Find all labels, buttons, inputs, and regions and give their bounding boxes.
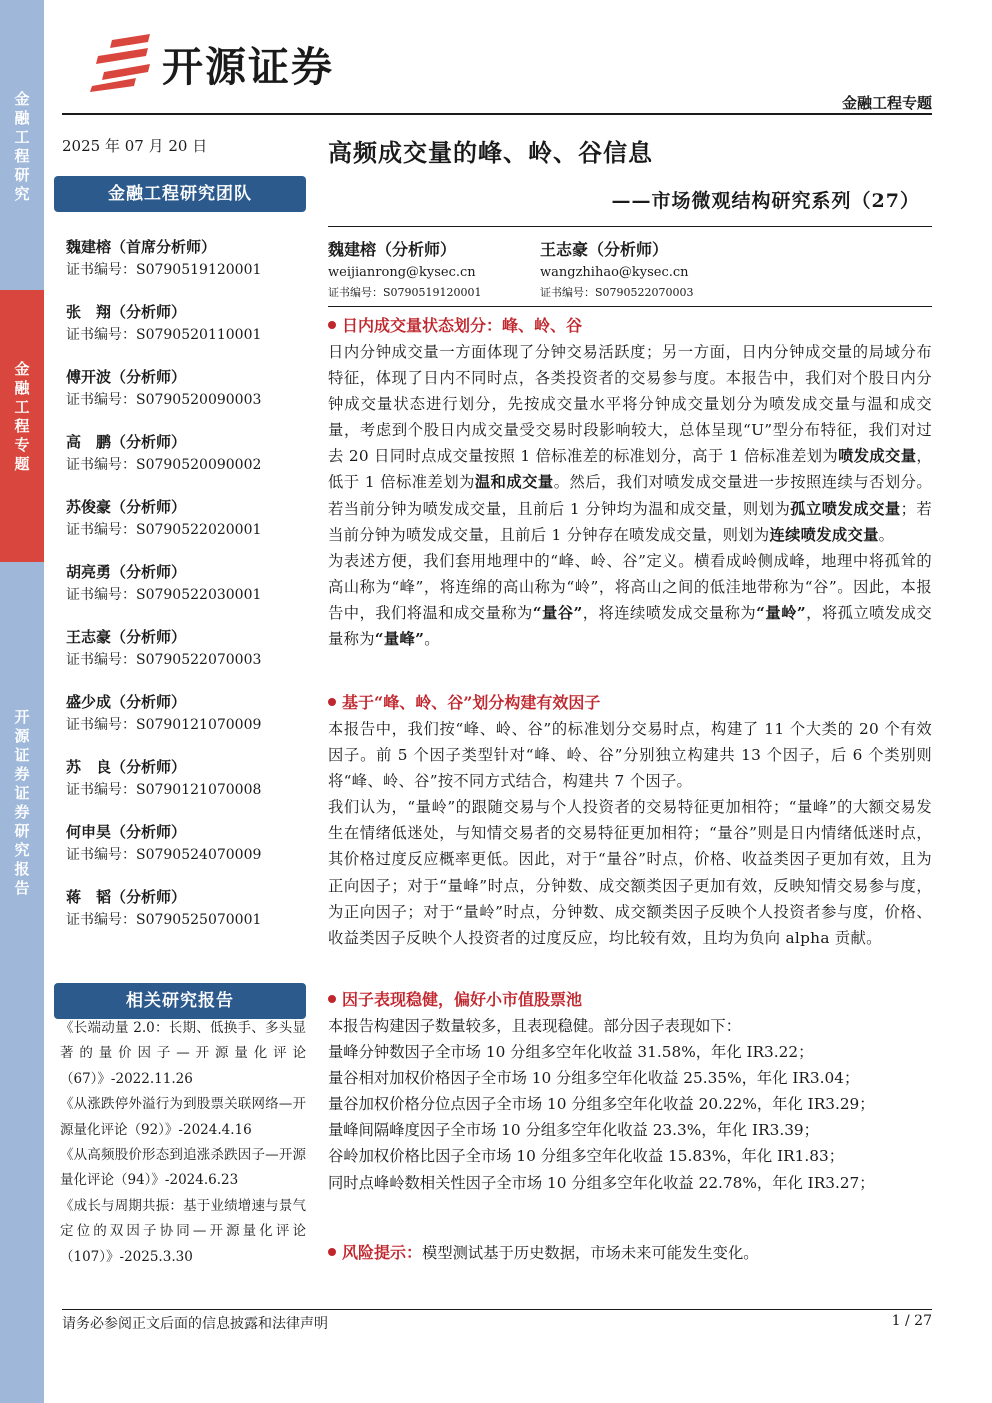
analyst-cert: 证书编号：S0790121070008 bbox=[66, 782, 262, 798]
report-date: 2025 年 07 月 20 日 bbox=[62, 137, 208, 155]
paragraph: 本报告构建因子数量较多，且表现稳健。部分因子表现如下： bbox=[328, 1017, 742, 1035]
title-divider bbox=[328, 226, 932, 227]
section-2 bbox=[328, 690, 932, 951]
section-heading: 日内成交量状态划分：峰、岭、谷 bbox=[328, 313, 932, 339]
factor-result-line: 量峰分钟数因子全市场 10 分组多空年化收益 31.58%，年化 IR3.22； bbox=[328, 1043, 814, 1062]
analyst-cert: 证书编号：S0790121070009 bbox=[66, 717, 262, 733]
analyst-name: 胡亮勇（分析师） bbox=[66, 563, 187, 581]
bullet-icon bbox=[328, 1248, 336, 1256]
analyst-item bbox=[66, 366, 306, 431]
side-label-top: 金融工程研究 bbox=[14, 90, 30, 203]
related-report-link[interactable]: 《从高频股价形态到追涨杀跌因子—开源量化评论（94）》-2024.6.23 bbox=[60, 1147, 306, 1189]
risk-heading: 风险提示： bbox=[342, 1243, 423, 1262]
analyst-name: 魏建榕（首席分析师） bbox=[66, 238, 217, 256]
analyst-item bbox=[66, 886, 306, 951]
analyst-item bbox=[66, 756, 306, 821]
factor-result-line: 量峰间隔峰度因子全市场 10 分组多空年化收益 23.3%，年化 IR3.39； bbox=[328, 1121, 819, 1140]
author-email[interactable]: weijianrong@kysec.cn bbox=[328, 265, 476, 280]
analyst-item bbox=[66, 561, 306, 626]
analyst-item bbox=[66, 821, 306, 886]
side-label-bottom: 开源证券 证券研究报告 bbox=[14, 708, 30, 897]
author-name: 魏建榕（分析师） bbox=[328, 240, 457, 259]
analyst-cert: 证书编号：S0790524070009 bbox=[66, 847, 262, 863]
related-report-link[interactable]: 《长端动量 2.0：长期、低换手、多头显著的量价因子—开源量化评论（67）》-2022.11.26 bbox=[60, 1020, 306, 1087]
factor-result-line: 量谷相对加权价格因子全市场 10 分组多空年化收益 25.35%，年化 IR3.04； bbox=[328, 1069, 860, 1088]
analyst-cert: 证书编号：S0790520090003 bbox=[66, 392, 262, 408]
section-1 bbox=[328, 313, 932, 652]
author-cert: 证书编号：S0790519120001 bbox=[328, 286, 482, 299]
section-heading: 基于“峰、岭、谷”划分构建有效因子 bbox=[328, 690, 932, 716]
paragraph: 我们认为，“量岭”的跟随交易与个人投资者的交易特征更加相符；“量峰”的大额交易发生在情绪低迷处，与知情交易者的交易特征更加相符；“量谷”则是日内情绪低迷时点，其价格过度反应概率更低。因此，对于“量谷”时点，价格、收益类因子更加有效，且为正向因子；对于“量峰”时点，分钟数、成交额类因子更加有效，反映知情交易参与度，为正向因子；对于“量岭”时点，分钟数、成交额类因子反映个人投资者参与度，价格、收益类因子反映个人投资者的过度反应，均比较有效，且均为负向 alpha 贡献。 bbox=[328, 798, 932, 947]
factor-result-line: 量谷加权价格分位点因子全市场 10 分组多空年化收益 20.22%，年化 IR3.29； bbox=[328, 1095, 875, 1114]
author-block bbox=[540, 238, 694, 302]
analyst-name: 何申昊（分析师） bbox=[66, 823, 187, 841]
related-reports bbox=[60, 1016, 306, 1270]
section-3 bbox=[328, 987, 932, 1196]
side-strip bbox=[0, 0, 44, 1403]
analyst-item bbox=[66, 496, 306, 561]
author-name: 王志豪（分析师） bbox=[540, 240, 669, 259]
analyst-cert: 证书编号：S0790525070001 bbox=[66, 912, 262, 928]
analyst-item bbox=[66, 626, 306, 691]
bullet-icon bbox=[328, 698, 336, 706]
side-label-red: 金融工程专题 bbox=[14, 360, 30, 473]
analyst-cert: 证书编号：S0790522070003 bbox=[66, 652, 262, 668]
analyst-name: 苏俊豪（分析师） bbox=[66, 498, 187, 516]
analyst-list bbox=[66, 236, 306, 951]
factor-result-line: 谷岭加权价格比因子全市场 10 分组多空年化收益 15.83%，年化 IR1.83； bbox=[328, 1147, 844, 1166]
analyst-item bbox=[66, 301, 306, 366]
analyst-name: 傅开波（分析师） bbox=[66, 368, 187, 386]
analyst-item bbox=[66, 431, 306, 496]
company-logo bbox=[90, 30, 390, 96]
risk-note bbox=[328, 1240, 932, 1266]
analyst-cert: 证书编号：S0790522020001 bbox=[66, 522, 262, 538]
analyst-name: 高 鹏（分析师） bbox=[66, 433, 187, 451]
analyst-name: 蒋 韬（分析师） bbox=[66, 888, 187, 906]
paragraph: 为表述方便，我们套用地理中的“峰、岭、谷”定义。横看成岭侧成峰，地理中将孤耸的高山称为“峰”，将连绵的高山称为“岭”，将高山之间的低洼地带称为“谷”。因此，本报告中，我们将温和成交量称为“量谷”，将连续喷发成交量称为“量岭”，将孤立喷发成交量称为“量峰”。 bbox=[328, 551, 932, 649]
analyst-cert: 证书编号：S0790522030001 bbox=[66, 587, 262, 603]
analyst-name: 王志豪（分析师） bbox=[66, 628, 187, 646]
analyst-item bbox=[66, 691, 306, 756]
factor-result-line: 同时点峰岭数相关性因子全市场 10 分组多空年化收益 22.78%，年化 IR3.27； bbox=[328, 1173, 875, 1192]
author-cert: 证书编号：S0790522070003 bbox=[540, 286, 694, 299]
author-divider bbox=[328, 306, 932, 307]
bullet-icon bbox=[328, 321, 336, 329]
report-subtitle: ——市场微观结构研究系列（27） bbox=[611, 190, 920, 212]
logo-text: 开源证券 bbox=[162, 42, 334, 91]
analyst-cert: 证书编号：S0790520110001 bbox=[66, 327, 262, 343]
related-report-link[interactable]: 《从涨跌停外溢行为到股票关联网络—开源量化评论（92）》-2024.4.16 bbox=[60, 1096, 306, 1138]
paragraph: 日内分钟成交量一方面体现了分钟交易活跃度；另一方面，日内分钟成交量的局域分布特征，体现了日内不同时点，各类投资者的交易参与度。本报告中，我们对个股日内分钟成交量状态进行划分，先按成交量水平将分钟成交量划分为喷发成交量与温和成交量，考虑到个股日内成交量受交易时段影响较大，总体呈现“U”型分布特征，我们对过去 20 日同时点成交量按照 1 倍标准差的标准划分，高于 1 倍标准差划为喷发成交量，低于 1 倍标准差划为温和成交量。然后，我们对喷发成交量进一步按照连续与否划分。若当前分钟为喷发成交量，且前后 1 分钟均为温和成交量，则划为孤立喷发成交量；若当前分钟为喷发成交量，且前后 1 分钟存在喷发成交量，则划为连续喷发成交量。 bbox=[328, 343, 932, 544]
team-title: 金融工程研究团队 bbox=[54, 176, 306, 212]
report-category: 金融工程专题 bbox=[841, 94, 932, 112]
header-divider bbox=[62, 113, 932, 115]
related-title: 相关研究报告 bbox=[54, 983, 306, 1019]
author-email[interactable]: wangzhihao@kysec.cn bbox=[540, 265, 689, 280]
risk-text: 模型测试基于历史数据，市场未来可能发生变化。 bbox=[422, 1244, 759, 1262]
analyst-name: 张 翔（分析师） bbox=[66, 303, 187, 321]
analyst-name: 苏 良（分析师） bbox=[66, 758, 187, 776]
analyst-cert: 证书编号：S0790519120001 bbox=[66, 262, 262, 278]
analyst-item bbox=[66, 236, 306, 301]
footer-divider bbox=[62, 1309, 932, 1310]
report-title: 高频成交量的峰、岭、谷信息 bbox=[328, 138, 653, 167]
author-block bbox=[328, 238, 482, 302]
analyst-cert: 证书编号：S0790520090002 bbox=[66, 457, 262, 473]
analyst-name: 盛少成（分析师） bbox=[66, 693, 187, 711]
logo-mark-icon bbox=[90, 34, 152, 92]
bullet-icon bbox=[328, 995, 336, 1003]
related-report-link[interactable]: 《成长与周期共振：基于业绩增速与景气定位的双因子协同—开源量化评论（107）》-2025.3.30 bbox=[60, 1197, 306, 1265]
section-heading: 因子表现稳健，偏好小市值股票池 bbox=[328, 987, 932, 1013]
paragraph: 本报告中，我们按“峰、岭、谷”的标准划分交易时点，构建了 11 个大类的 20 个有效因子。前 5 个因子类型针对“峰、岭、谷”分别独立构建共 13 个因子，后 6 个类别则将“峰、岭、谷”按不同方式结合，构建共 7 个因子。 bbox=[328, 720, 932, 791]
page-number: 1 / 27 bbox=[891, 1313, 932, 1329]
footer-disclaimer: 请务必参阅正文后面的信息披露和法律声明 bbox=[62, 1316, 328, 1332]
